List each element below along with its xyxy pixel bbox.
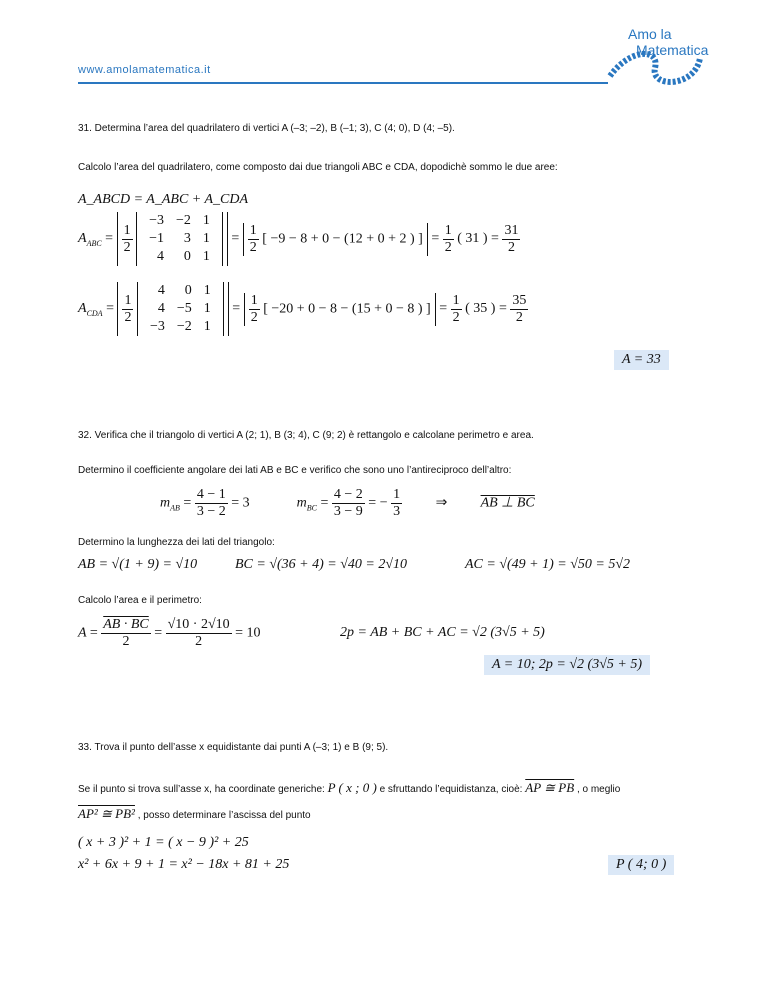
ex32-ab: AB = √(1 + 9) = √10: [78, 557, 198, 572]
ex32-bc: BC = √(36 + 4) = √40 = 2√10: [235, 557, 408, 572]
ex33-intro-d: , posso determinare l’ascissa del punto: [137, 810, 311, 821]
ex31-abc-row: $A_{ABC}$ = $\frac{1}{2}$ −3 −2 1 −1 3 1 4 0 1 = $\frac{1}{2}$ [ −9 − 8 + 0 − (12 + 0 + 2 ) ] = $\frac{1}{2}$ ( 31 ) = $\frac{31}{2}$: [78, 213, 519, 264]
ex33-line1: ( x + 3 )² + 1 = ( x − 9 )² + 25: [78, 835, 249, 850]
ex33-intro2: [78, 806, 311, 822]
logo-line1: Amo la: [628, 26, 672, 42]
ex33-intro-b: e sfruttando l’equidistanza, cioè:: [379, 784, 523, 795]
logo: [600, 18, 710, 88]
ex32-area-intro: Calcolo l’area e il perimetro:: [78, 595, 202, 606]
ex33-equidistance: AP ≅ PB: [525, 780, 575, 795]
ex31-intro: Calcolo l’area del quadrilatero, come composto dai due triangoli ABC e CDA, dopodichè sommo le due aree:: [78, 162, 558, 173]
ex33-title: 33. Trova il punto dell’asse x equidistante dai punti A (–3; 1) e B (9; 5).: [78, 742, 389, 753]
ex33-intro-c: , o meglio: [576, 784, 621, 795]
ex32-title: 32. Verifica che il triangolo di vertici A (2; 1), B (3; 4), C (9; 2) è rettangolo e calcolane perimetro e area.: [78, 430, 534, 441]
ex32-slopes: $m_{AB}$ = $\frac{4 - 1}{3 - 2}$ = 3 $m_{BC}$ = $\frac{4 - 2}{3 - 9}$ = − $\frac{1}{3}$ ⇒ AB ⊥ BC: [160, 487, 535, 519]
ex33-line2: x² + 6x + 9 + 1 = x² − 18x + 81 + 25: [78, 857, 290, 872]
ex32-lengths-intro: Determino la lunghezza dei lati del triangolo:: [78, 537, 275, 548]
ex33-intro: [78, 780, 620, 796]
header-site-url[interactable]: www.amolamatematica.it: [78, 64, 211, 76]
ex32-area: A = $\frac{AB \cdot BC}{2}$ = $\frac{√10 \cdot 2√10}{2}$ = 10: [78, 617, 261, 649]
ex31-cda-row: $A_{CDA}$ = $\frac{1}{2}$ 4 0 1 4 −5 1 −3 −2 1 = $\frac{1}{2}$ [ −20 + 0 − 8 − (15 + 0 − 8 ) ] = $\frac{1}{2}$ ( 35 ) = $\frac{35}{2}$: [78, 283, 527, 334]
ex33-intro-a: Se il punto si trova sull’asse x, ha coordinate generiche:: [78, 784, 325, 795]
logo-line2: Matematica: [636, 42, 709, 58]
ex32-perimeter: 2p = AB + BC + AC = √2 (3√5 + 5): [340, 625, 545, 640]
ex33-answer: P ( 4; 0 ): [608, 855, 674, 875]
ex33-squares: AP² ≅ PB²: [78, 806, 135, 821]
header-rule: [78, 82, 608, 84]
ex31-answer: A = 33: [614, 350, 669, 370]
ex32-answer: A = 10; 2p = √2 (3√5 + 5): [484, 655, 650, 675]
ex31-eq1: A_ABCD = A_ABC + A_CDA: [78, 192, 249, 207]
ex32-ac: AC = √(49 + 1) = √50 = 5√2: [465, 557, 631, 572]
ex33-point: P ( x ; 0 ): [327, 780, 377, 795]
ex32-intro: Determino il coefficiente angolare dei lati AB e BC e verifico che sono uno l’antireciproco dell’altro:: [78, 465, 512, 476]
ex31-title: 31. Determina l’area del quadrilatero di vertici A (–3; –2), B (–1; 3), C (4; 0), D (4; –5).: [78, 123, 455, 134]
